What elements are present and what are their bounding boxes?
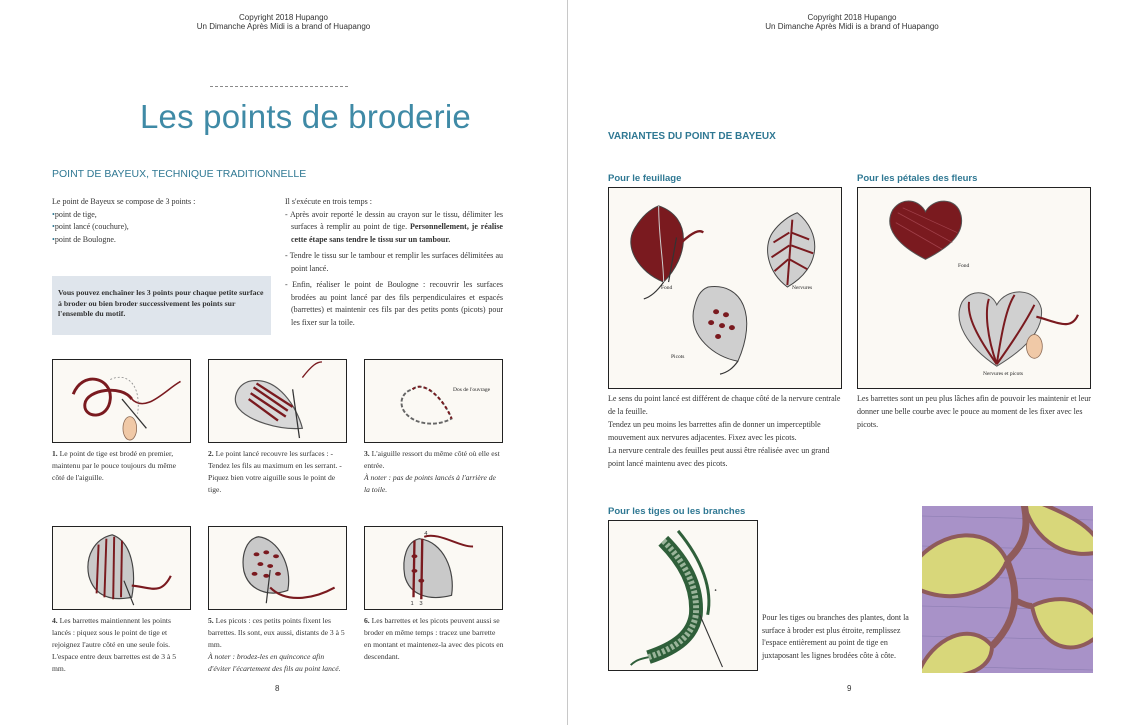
copyright-notice [568, 13, 1136, 31]
title-divider [210, 86, 348, 87]
split-stitch-illustration [209, 360, 346, 442]
stems-illustration [609, 521, 757, 670]
figure-foliage [608, 187, 842, 389]
caption-number: 3. [364, 449, 370, 458]
step-item [285, 279, 503, 329]
figure-split-stitch [208, 359, 347, 443]
page-title: Les points de broderie [140, 98, 471, 135]
caption-text: Le point de tige est brodé en premier, maintenu par le pouce toujours du même côté de l'aiguille. [52, 449, 176, 482]
step-item [285, 209, 503, 247]
list-item: • point de tige, [52, 209, 252, 222]
right-page [568, 0, 1136, 725]
steps-intro: Il s'exécute en trois temps : [285, 197, 372, 206]
intro-list [52, 209, 252, 247]
petals-heading: Pour les pétales des fleurs [857, 173, 978, 184]
step-emphasis: Personnellement, je réalise cette étape sans tendre le tissu sur un tambour. [291, 222, 503, 244]
petals-illustration [858, 188, 1090, 388]
caption-number: 2. [208, 449, 214, 458]
caption-text: Les barrettes maintiennent les points lancés : piquez sous le point de tige et rejoignez l'autre côté en une seule fois. L'espace entre deux barrettes est de 3 à 5 mm. [52, 616, 177, 673]
label-dos-ouvrage: Dos de l'ouvrage [453, 387, 491, 393]
figure-bars [52, 526, 191, 610]
steps-list [285, 209, 503, 330]
stem-stitch-illustration [53, 360, 190, 442]
brand-line: Un Dimanche Après Midi is a brand of Huapango [765, 22, 939, 31]
section-heading: VARIANTES DU POINT DE BAYEUX [608, 131, 776, 142]
embroidery-photo [922, 506, 1093, 673]
copyright-line: Copyright 2018 Hupango [239, 13, 328, 22]
svg-text:3: 3 [419, 601, 423, 608]
figure-stem-stitch [52, 359, 191, 443]
section-heading: POINT DE BAYEUX, TECHNIQUE TRADITIONNELLE [52, 168, 307, 180]
caption-note: À noter : pas de points lancés à l'arrière de la toile. [364, 473, 496, 494]
intro-lead: Le point de Bayeux se compose de 3 points : [52, 197, 196, 206]
picots-illustration [209, 527, 346, 609]
foliage-text [608, 392, 844, 470]
svg-text:1: 1 [410, 601, 414, 608]
label-nervures: Nervures [792, 285, 813, 291]
label-fond: Fond [661, 285, 673, 291]
steps-block [285, 196, 503, 333]
caption-number: 4. [52, 616, 58, 625]
list-item: • point de Boulogne. [52, 234, 252, 247]
caption-6 [364, 615, 504, 663]
intro-block [52, 196, 252, 246]
caption-number: 5. [208, 616, 214, 625]
callout-text: Vous pouvez enchaîner les 3 points pour chaque petite surface à broder ou bien broder successivement les points sur l'ensemble du motif. [58, 288, 264, 318]
figure-picots [208, 526, 347, 610]
caption-number: 1. [52, 449, 58, 458]
stems-heading: Pour les tiges ou les branches [608, 506, 746, 517]
step-text: Tendre le tissu sur le tambour et remplir les surfaces délimitées au point lancé. [289, 251, 503, 273]
page-number: 8 [275, 684, 280, 693]
figure-petals [857, 187, 1091, 389]
bars-illustration [53, 527, 190, 609]
step-text: Enfin, réaliser le point de Boulogne : recouvrir les surfaces brodées au point lancé par des fils perpendiculaires et espacés (barrettes) et maintenir ces fils par des petits ponts (picots) pour les fixer sur la toile. [291, 280, 503, 327]
copyright-notice [0, 13, 567, 31]
svg-text:4: 4 [424, 530, 428, 537]
step-item [285, 250, 503, 275]
foliage-paragraph: Le sens du point lancé est différent de chaque côté de la nervure centrale de la feuille. [608, 394, 841, 416]
embroidery-photo-image [922, 506, 1093, 673]
figure-stems [608, 520, 758, 671]
figure-bars-and-picots [364, 526, 503, 610]
caption-number: 6. [364, 616, 370, 625]
copyright-line: Copyright 2018 Hupango [807, 13, 897, 22]
caption-2 [208, 448, 343, 496]
caption-text: Le point lancé recouvre les surfaces : - Tendez les fils au maximum en les serrant. - Piquez bien votre aiguille sous le point de tige. [208, 449, 342, 494]
foliage-paragraph: La nervure centrale des feuilles peut aussi être réalisée avec un grand point lancé maintenu avec des picots. [608, 446, 830, 468]
list-item: • point lancé (couchure), [52, 221, 252, 234]
foliage-heading: Pour le feuillage [608, 173, 682, 184]
caption-text: Les picots : ces petits points fixent les barrettes. Ils sont, eux aussi, distants de 3 à 5 mm. [208, 616, 345, 649]
caption-text: L'aiguille ressort du même côté où elle est entrée. [364, 449, 500, 470]
caption-text: Les barrettes et les picots peuvent aussi se broder en même temps : tracez une barrette en montant et maintenez-la avec des picots en descendant. [364, 616, 504, 661]
label-fond: Fond [958, 263, 970, 269]
bars-and-picots-illustration [365, 527, 502, 609]
foliage-paragraph: Tendez un peu moins les barrettes afin de donner un imperceptible mouvement aux nervures adjacentes. Fixez avec les picots. [608, 420, 821, 442]
petals-text: Les barrettes sont un peu plus lâches afin de pouvoir les maintenir et leur donner une belle courbe avec le pouce au moment de les fixer avec les picots. [857, 394, 1091, 429]
caption-3 [364, 448, 502, 496]
caption-5 [208, 615, 348, 675]
brand-line: Un Dimanche Après Midi is a brand of Huapango [196, 22, 371, 31]
stems-text: Pour les tiges ou branches des plantes, dont la surface à broder est plus étroite, remplissez l'espace entièrement au point de tige en juxtaposant les lignes brodées côte à côte. [762, 613, 909, 660]
label-nervures-picots: Nervures et picots [983, 371, 1024, 377]
back-view-illustration [365, 360, 502, 442]
page-number: 9 [847, 684, 852, 693]
step-text: Après avoir reporté le dessin au crayon sur le tissu, délimiter les surfaces à remplir au point de tige. [289, 209, 503, 231]
callout-box [52, 276, 271, 335]
figure-back-view [364, 359, 503, 443]
label-picots: Picots [671, 354, 685, 360]
caption-note: À noter : brodez-les en quinconce afin d'éviter l'écartement des fils au point lancé. [208, 652, 341, 673]
caption-4 [52, 615, 180, 675]
caption-1 [52, 448, 176, 484]
